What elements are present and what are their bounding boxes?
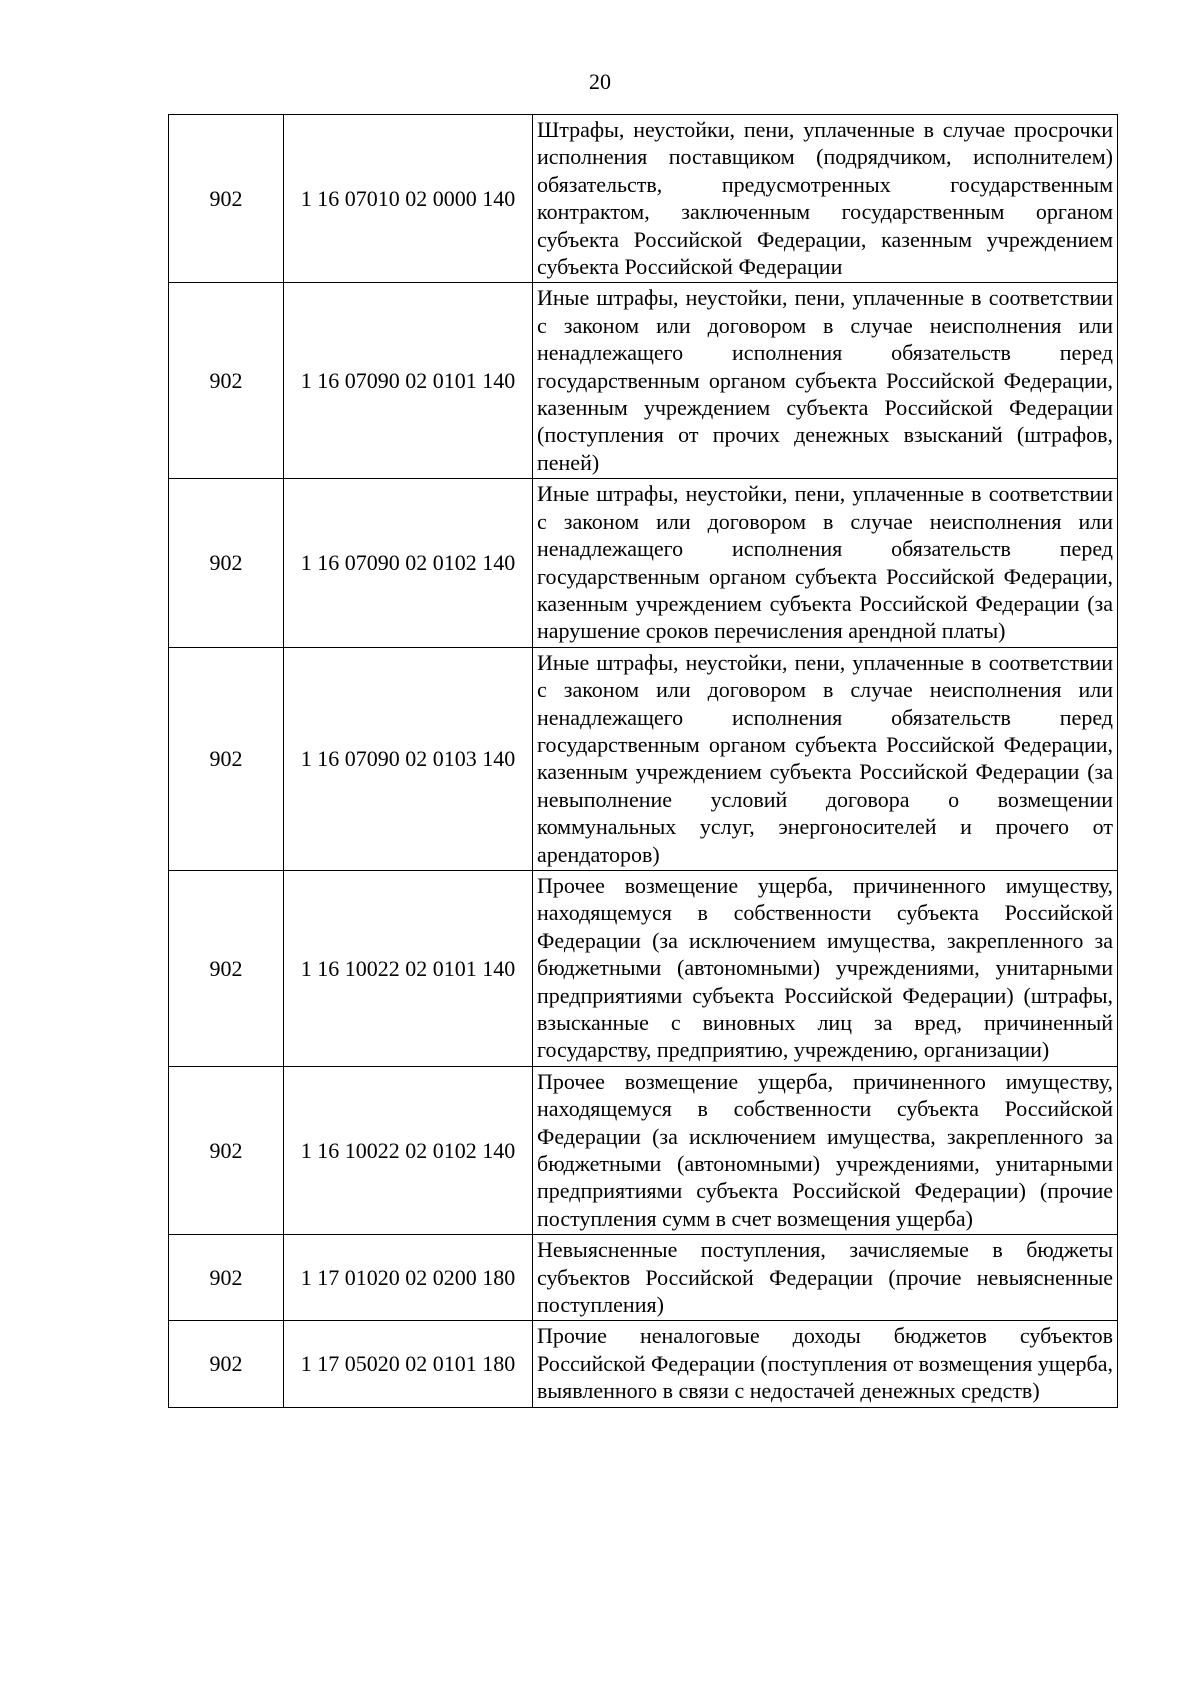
budget-code-cell: 1 16 07090 02 0102 140: [284, 479, 533, 647]
table-row: [169, 1321, 1118, 1407]
table-row: [169, 1066, 1118, 1234]
admin-code-cell: 902: [169, 283, 284, 479]
table-row: [169, 479, 1118, 647]
admin-code-cell: 902: [169, 1235, 284, 1321]
budget-code-cell: 1 17 01020 02 0200 180: [284, 1235, 533, 1321]
revenue-name-cell: Прочее возмещение ущерба, причиненного имуществу, находящемуся в собственности субъекта Российской Федерации (за исключением имущества, закрепленного за бюджетными (автономными) учреждениями, унитарными предприятиями субъекта Российской Федерации) (штрафы, взысканные с виновных лиц за вред, причиненный государству, предприятию, учреждению, организации): [533, 870, 1118, 1066]
admin-code-cell: 902: [169, 115, 284, 283]
table-row: [169, 870, 1118, 1066]
table-row: [169, 1235, 1118, 1321]
admin-code-cell: 902: [169, 1321, 284, 1407]
revenue-name-cell: Иные штрафы, неустойки, пени, уплаченные в соответствии с законом или договором в случае неисполнения или ненадлежащего исполнения обязательств перед государственным органом субъекта Российской Федерации, казенным учреждением субъекта Российской Федерации (за нарушение сроков перечисления арендной платы): [533, 479, 1118, 647]
budget-code-cell: 1 17 05020 02 0101 180: [284, 1321, 533, 1407]
admin-code-cell: 902: [169, 1066, 284, 1234]
budget-code-cell: 1 16 07090 02 0101 140: [284, 283, 533, 479]
budget-revenue-table: [168, 114, 1118, 1408]
revenue-name-cell: Прочие неналоговые доходы бюджетов субъектов Российской Федерации (поступления от возмещения ущерба, выявленного в связи с недостачей денежных средств): [533, 1321, 1118, 1407]
budget-code-cell: 1 16 10022 02 0102 140: [284, 1066, 533, 1234]
revenue-name-cell: Штрафы, неустойки, пени, уплаченные в случае просрочки исполнения поставщиком (подрядчиком, исполнителем) обязательств, предусмотренных государственным контрактом, заключенным государственным органом субъекта Российской Федерации, казенным учреждением субъекта Российской Федерации: [533, 115, 1118, 283]
admin-code-cell: 902: [169, 479, 284, 647]
admin-code-cell: 902: [169, 870, 284, 1066]
page-number: 20: [589, 69, 611, 94]
budget-code-cell: 1 16 07010 02 0000 140: [284, 115, 533, 283]
revenue-name-cell: Иные штрафы, неустойки, пени, уплаченные в соответствии с законом или договором в случае неисполнения или ненадлежащего исполнения обязательств перед государственным органом субъекта Российской Федерации, казенным учреждением субъекта Российской Федерации (за невыполнение условий договора о возмещении коммунальных услуг, энергоносителей и прочего от арендаторов): [533, 647, 1118, 870]
revenue-name-cell: Прочее возмещение ущерба, причиненного имуществу, находящемуся в собственности субъекта Российской Федерации (за исключением имущества, закрепленного за бюджетными (автономными) учреждениями, унитарными предприятиями субъекта Российской Федерации) (прочие поступления сумм в счет возмещения ущерба): [533, 1066, 1118, 1234]
table-row: [169, 283, 1118, 479]
table-row: [169, 115, 1118, 283]
budget-code-cell: 1 16 10022 02 0101 140: [284, 870, 533, 1066]
admin-code-cell: 902: [169, 647, 284, 870]
table-row: [169, 647, 1118, 870]
budget-code-cell: 1 16 07090 02 0103 140: [284, 647, 533, 870]
revenue-name-cell: Невыясненные поступления, зачисляемые в бюджеты субъектов Российской Федерации (прочие невыясненные поступления): [533, 1235, 1118, 1321]
revenue-name-cell: Иные штрафы, неустойки, пени, уплаченные в соответствии с законом или договором в случае неисполнения или ненадлежащего исполнения обязательств перед государственным органом субъекта Российской Федерации, казенным учреждением субъекта Российской Федерации (поступления от прочих денежных взысканий (штрафов, пеней): [533, 283, 1118, 479]
